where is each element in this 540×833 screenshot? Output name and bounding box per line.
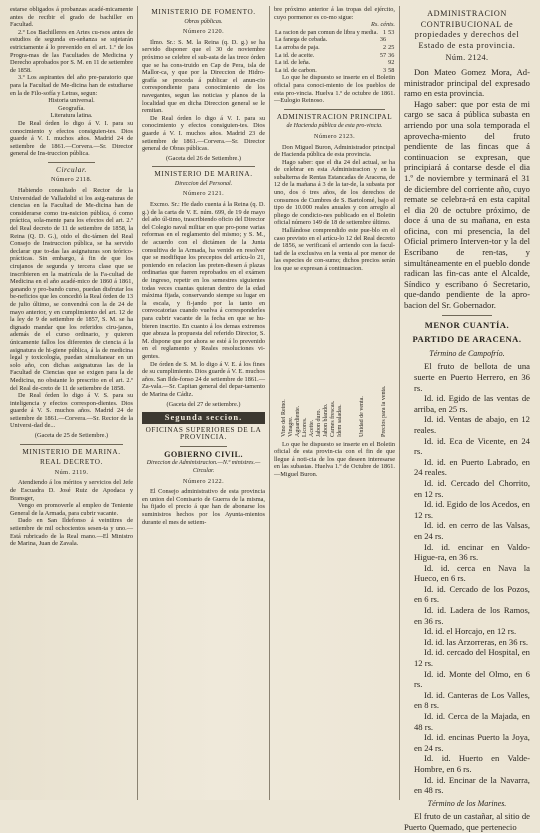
rotated-goods-item: Vinagre. [288,416,295,437]
list-item: Id. id. en cerro de las Valsas, en 24 rs. [413,520,530,541]
list-item: Id. id. el Horcajo, en 12 rs. [423,626,517,637]
list-item: Id. id. Ladera de los Ramos, en 36 rs. [413,605,530,626]
price-cell-cents: 36 [388,51,395,59]
price-cell-rs [379,59,387,67]
paragraph: Hallándose comprendido este pue-blo en el caso previsto en el artícu-lo 12 del Real decreto de 1856, se verificará el arriendo con la facul-tad de la exclusiva en la venta al por menor de las especies de con-sumo; dichos precios serán los que se expresan á continuacion. [274,227,395,272]
section-heading: PARTIDO DE ARACENA. [412,334,522,345]
order-number: Núm. 2124. [445,53,489,63]
order-number: Núm. 2119. [54,468,89,476]
column-2 [138,6,269,800]
paragraph: De Real órden lo digo á V. I. para su conocimiento y efectos consiguien-tes. Dios guarde á V. I. muchos años. Madrid 24 de setiembre de 1861.—Corvera.—Sr. Director general de Ins-truccion pública. [10,119,134,158]
section-subheading: Direccion de Administracion.—N.º ministres.—Circular. [146,460,261,475]
rotated-goods-item: Jabon blando. [323,403,330,437]
price-row [274,52,395,60]
rotated-goods-item: Jabon duro. [316,408,323,437]
paragraph: Don Mateo Gomez Mora, Ad-ministrador principal del expresado ramo en esta provincia. [403,66,530,99]
price-header: Rs. cénts. [371,21,395,29]
section-subheading: Direccion del Personal. [174,180,233,187]
paragraph: Lo que he dispuesto se inserte en el Boletin oficial de esta provin-cia con el fin de que llegue á noti-cia de los que deseen interesarse en las subastas. Huelva 1.º de Octubre de 1861.—Miguel Buron. [274,440,395,478]
paragraph: Vengo en promoverle al empleo de Teniente General de la Armada, para cubrir vacante. [10,502,134,517]
price-cell-rs: 2 [383,43,387,51]
price-row [274,44,395,52]
list-item: Id. id. Eca de Vicente, en 24 rs. [413,435,530,457]
ministry-heading: MINISTERIO DE MARINA. [22,447,121,456]
price-cell-rs: 36 [379,36,387,44]
price-cell-label: La fanega de cebada. [275,36,328,44]
divider [180,446,227,447]
list-item: Id. id. Cerca de la Majada, en 48 rs. [413,711,530,732]
paragraph: Lo que he dispuesto se inserte en el Boletin oficial para conoci-miento de los pueblos de esta pro-vincia. Huelva 1.º de octubre de 1861.—Eulogio Reinoso. [274,74,395,105]
paragraph: 3.º Los aspirantes del año pre-paratorio que para la Facultad de Me-dicina han de estudiarse en la de Filo-sofía y Letras, segun: [10,74,134,97]
paragraph: De Real órden lo digo á V. I. para su conocimiento y efectos consiguien-tes. Dios guarde á V. I. muchos años. Madrid 23 de setiembre de 1861.—Corvera.—Sr. Director general de Obras públicas. [142,114,266,153]
subject-item: Historia universal. [48,97,95,105]
order-number: Número 2120. [182,28,225,36]
gaceta-reference: (Gaceta de 25 de Setiembre.) [34,432,109,440]
price-table [274,29,395,75]
divider [20,444,123,445]
divider [152,166,255,167]
rotated-goods-item: Licores. [302,417,309,437]
section-heading: ADMINISTRACION CONTRIBUCIONAL de propiedades y derechos del Estado de esta provincia. [414,9,520,50]
price-row [274,67,395,75]
list-item: Id. id. encinas Puerto la Joya, en 24 rs. [413,732,530,753]
subject-item: Literatura latina. [50,112,93,120]
paragraph: De Real órden lo digo á V. S. para su inteligencia y efectos correspon-dientes. Dios guarde á V. S. muchos años. Madrid 24 de setiembre de 1861.—Corvera.—Sr. Rector de la Universi-dad de... [10,392,134,430]
paragraph: Hago saber: que por esta de mi cargo se saca á pública subasta en arriendo por una sola temporada el aprovecha-miento del fruto pendiente de las fincas que á continuacion se expresan, que principiará á contarse desde el dia 1.º de noviembre y terminará el 31 de diciembre del corriente año, cuyo remate se celebra-rá en esta capital el dia 20 de octubre próximo, de doce á una de su mañana, en esta oficina, con mi presencia, la del Oficial primero Interven-tor y la del Escribano de ren-tas, y simultáneamente en el pueblo donde radican las fin-cas ante el Alcalde, Síndico y escribano ó Secretario, que-dando pendiente de la apro-bacion del Sr. Gobernador. [403,98,530,311]
section-heading: ADMINISTRACION PRINCIPAL [276,112,393,121]
section-heading: Circular. [56,165,87,174]
paragraph: Habiendo consultado el Rector de la Universidad de Valladolid si los asig-naturas de ciencias en la Facultad de Me-dicina han de considerarse como tra-nsicion pública, ó como práctica, sola-mente para los efectos del art. 2.º del Real decreto de 11 de setiembre de 1858, la Reina (Q. D. G.), oido el dic-támen del Real Consejo de Instruccion pública, se ha servido declarar que to-das las asignaturas son teórico-prácticas. Sin embargo, á fin de que los cirujanos de segunda y tercera clase que se inscribieren en la matrícula de la Fa-cultad de Medicina en el año acadé-mico de 1860 á 1861, ganando y pro-bando curso, puedan disfrutar los be-neficios que les concedió la Real órden de 13 de julio último, se convendrá con la de 24 de mayo anterior, y en cumplimiento del art. 12 de la ley de 9 de setiembre de 1857, S. M. se ha dignado mandar que los referidos ciru-janos, además de el curso ordinario, y quieren únicamente fallos los diferentes de ciencia á la asignatura de hi-giene pública, á la de medicina legal y toxicología, puedan simultanear en un solo año, con dichas asignaturas las de la Facultad de Ciencias que se exigen para la de Medicina, no obstante lo prescrito en el art. 2.º del Real de-creto de 11 de setiembre de 1858. [10,187,134,392]
paragraph: bre próximo anterior á las tropas del ejército, cuyo pormenor es co-mo sigue: [274,6,395,21]
price-cell-label: La id. de leña. [275,59,311,67]
list-item: Id. id. en Puerto Labrado, en 24 reales. [413,456,530,478]
paragraph: El fruto de un castañar, al sitio de Puerto Quemado, que pertenecio [403,811,530,832]
price-cell-label: La id. de aceite. [275,51,315,59]
rotated-goods-item: Vino del Reino. [281,398,288,437]
rotated-header-price: Precios para la venta. [380,385,387,437]
section-heading: OFICINAS SUPERIORES DE LA PROVINCIA. [145,425,262,442]
list-item: Id. id. cercado del Hospital, en 12 rs. [413,647,530,669]
price-cell-rs: 57 [379,51,387,59]
list-item: Id. id. Egido de las ventas de arriba, en 25 rs. [413,393,530,414]
price-cell-cents: 25 [388,43,395,51]
list-item: Id. id. las Arzorreras, en 36 rs. [423,636,529,647]
list-item: Id. id. Encinar de la Navarra, en 48 rs. [413,774,530,796]
paragraph: Ilmo. Sr.: S. M. la Reina (q. D. g.) se ha servido disponer que el 30 de noviembre próximo se celebre el sub-asta de las trece órden que se ha cons-truido en Cap de Pera, isla de Mallor-ca, y que por la Direccion de Hidro-grafía se proceda á publicar el anun-cio correspondiente para conocimiento de los navegantes, segun las noticias y planos de la localidad que en dicha Direccion general se le remitan. [142,38,266,115]
rotated-header-unit: Unidad de venta. [358,395,365,437]
price-cell-cents: 92 [388,59,395,67]
list-item: Id. id. Huerto en Valde-Hombre, en 6 rs. [413,753,530,774]
paragraph: 2.º Los Bachilleres en Artes cu-rsos antes de estudios de segunda en-señanza se sujetarán estrictamente á lo prevenido en el art. 1.º de los Progra-mas de las Facultades de Medicina y Derecho aprobados por S. M. en 11 de setiembre de 1858. [10,28,134,74]
paragraph: Excmo. Sr.: He dado cuenta á la Reina (q. D. g.) de la carta de V. E. núm. 699, de 19 de mayo del año úl-timo, trascribiendo oficio del Director del Colegio naval militar en que pro-pone varias reformas en el reglamento del mismo; y S. M., de acuerdo con el dictámen de la Junta consultiva de la Armada, ha venido en resolver que se modifique los preceptos del artícu-lo 21, poniendo en relacion las preten-diesen á plazas ordinarias que fueren reprobados en el exámen de ingreso, repetir en los semestres siguientes todas veces cuantas quieran dentro de la edad máxima fijada, conservando siempe su lugar en la escala, y fi-jando por la tanto en convocatorias cuando vuelva á corresponderles para cubrir vacante de la fecha en que se hu-bieren inscrito. En cuanto á los demas extremos que abraza la propuesta del referido Director, S. M. dispone que por ahora se esté á lo prevenido en el reglamento y Reales resoluciones vi-gentes. [142,201,266,360]
list-item: Id. id. encinar en Valdo-Higue-ra, en 36 rs. [413,541,530,563]
ministry-heading: MINISTERIO DE MARINA. [154,170,253,179]
paragraph: Atendiendo á los méritos y servicios del Jefe de Escuadra D. José Ruiz de Apodaca y Bransger, [10,479,134,502]
list-item: Id. id. Cercado de los Pozos, en 6 rs. [413,583,530,605]
order-number: Número 2121. [182,190,225,198]
order-number: Número 2118. [51,176,92,184]
list-item: Id. id. Monte del Olmo, en 6 rs. [413,668,530,690]
divider [48,162,95,163]
section-heading: MENOR CUANTÍA. [424,319,510,330]
subject-item: Geografía. [58,104,85,112]
paragraph: De órden de S. M. lo digo á V. E. á los fines de su cumplimiento. Dios guarde á V. E. muchos años. San Ilde-fonso 24 de setiembre de 1861.—Za-vala.—Sr. Capitan general del depar-tamento de Marina de Cádiz. [142,360,266,398]
price-row [274,36,395,44]
rotated-goods-item: Aceite. [309,419,316,437]
price-row [274,29,395,37]
list-item: Id. id. Cercado del Chorrito, en 12 rs. [413,477,530,499]
paragraph: Don Miguel Buron, Administrador principal de Hacienda pública de esta provincia. [274,143,395,159]
order-number: Número 2122. [182,477,225,485]
section-subheading: Término de Campofrío. [429,348,505,358]
list-item: Id. id. cerca en Nava la Hueco, en 6 rs. [413,562,530,584]
paragraph: Dado en San Ildefonso á veintitres de setiembre de mil ochocientos sesen-ta y uno.—Está rubricado de la Real mano.—El Ministro de Marina, Juan de Zavala. [10,517,134,548]
column-1 [6,6,137,800]
rotated-goods-item: Carnes frescas. [330,400,337,437]
divider [442,315,492,316]
column-4 [400,6,534,832]
price-cell-label: La racion de pan comun de libra y media. [275,28,378,36]
list-item: Id. id. Ventas de abajo, en 12 reales. [413,414,530,435]
section-heading: REAL DECRETO. [40,458,103,467]
rotated-goods-item: Idem saladas. [337,403,344,437]
section-subheading: Obras públicas. [184,18,223,25]
section-banner: Segunda seccion. [142,412,265,424]
gaceta-reference: (Gaceta del 26 de Setiembre.) [166,154,242,162]
ministry-heading: MINISTERIO DE FOMENTO. [151,8,256,16]
paragraph: El Consejo administrativo de esta provincia en union del Comisario de Guerra de la misma, ha fijado el precio á que han de abonarse los suministros hechos por los Ayunta-mientos durante el mes de setiem- [142,488,266,526]
column-3 [270,6,399,800]
price-cell-cents: 58 [388,66,395,74]
price-cell-cents [387,36,395,44]
rotated-price-table [274,277,395,437]
price-cell-rs: 1 [383,28,387,36]
paragraph: Hago saber: que el dia 24 del actual, se ha de celebrar en esta Administracion y en la subalterna de Rentas Estancadas de Aracena, de 12 de la mañana á 3 de la tar-de, la subasta por uno, dos ó tres años, de los derechos de consumos de Cumbres de S. Bartolomé, bajo el tipo de 10.000 reales anuales y con arreglo al pliego de condicio-nes publicado en el Boletin oficial número 149 de 18 de setiembre último. [274,158,395,227]
price-row [274,59,395,67]
section-subheading: de Hacienda pública de esta pro-vincia. [286,123,383,130]
rotated-goods-item: Aguardiente. [295,405,302,437]
price-cell-label: La id. de carbon. [275,66,317,74]
list-item: El fruto de bellota de una suerte en Puerto Herrero, en 36 rs. [413,361,530,393]
gaceta-reference: (Gaceta del 27 de setiembre.) [166,400,241,408]
order-number: Número 2123. [313,132,356,140]
list-item: Id. id. Egido de los Acedos, en 12 rs. [413,499,530,520]
fincas-list [404,361,530,795]
price-cell-cents: 53 [388,28,395,36]
paragraph: estarse obligados á probanzas acadé-micamente antes de recibir el grado de bachiller en Facultad. [10,6,134,29]
rotated-column-goods [281,277,344,437]
section-subheading: Término de los Marines. [427,798,507,808]
price-cell-label: La arroba de paja. [275,43,320,51]
section-heading: GOBIERNO CIVIL. [164,449,243,459]
divider [284,109,385,110]
price-cell-rs: 3 [383,66,387,74]
list-item: Id. id. Canteras de Los Valles, en 8 rs. [413,689,530,711]
